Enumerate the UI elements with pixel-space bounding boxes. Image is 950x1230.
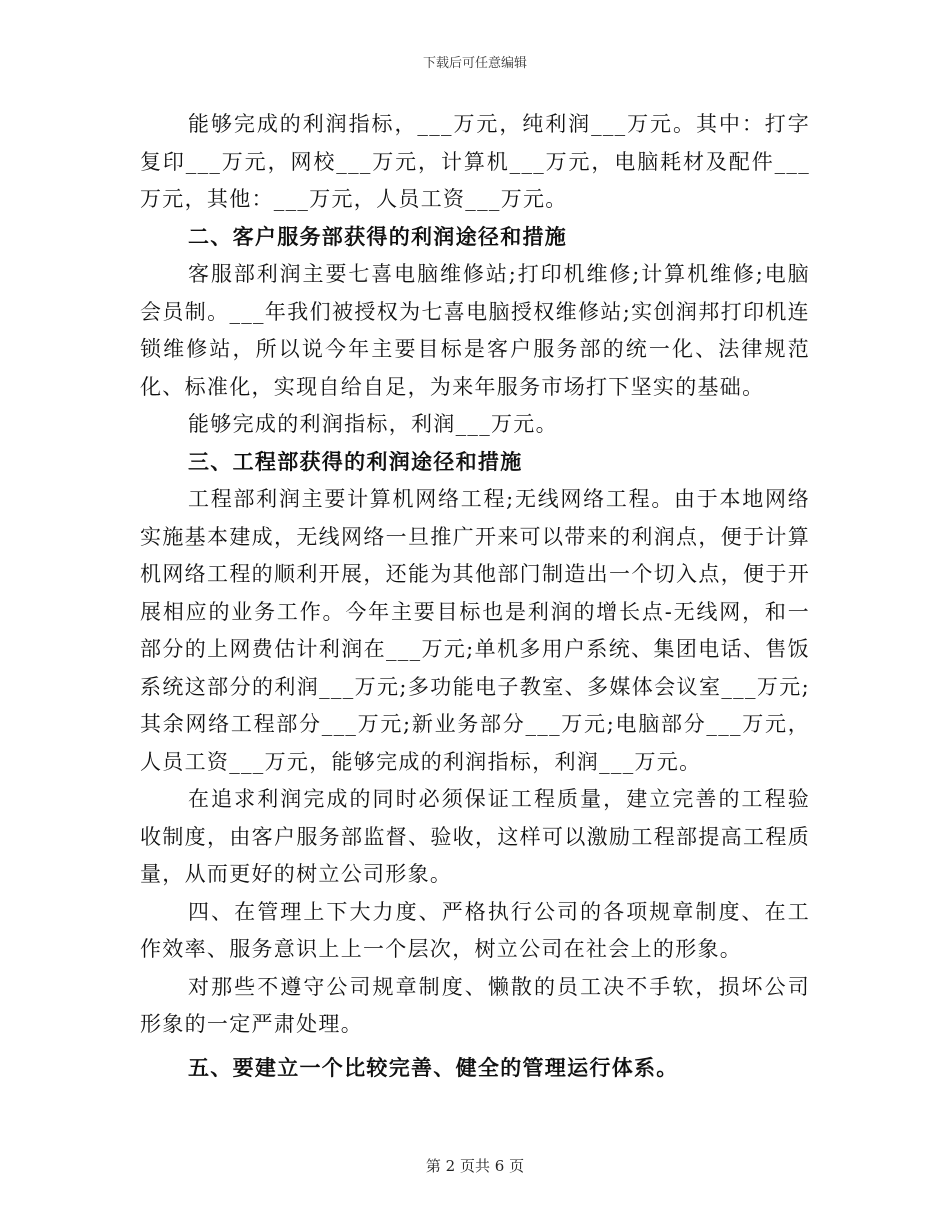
heading-customer-service: 二、客户服务部获得的利润途径和措施	[188, 224, 568, 249]
paragraph-profit-targets: 能够完成的利润指标，___万元，纯利润___万元。其中：打字复印___万元，网校___万元，计算机___万元，电脑耗材及配件___万元，其他：___万元，人员工资___万元。	[140, 112, 810, 211]
paragraph-quality: 在追求利润完成的同时必须保证工程质量，建立完善的工程验收制度，由客户服务部监督、验收，这样可以激励工程部提高工程质量，从而更好的树立公司形象。	[140, 787, 810, 886]
heading-management-system: 五、要建立一个比较完善、健全的管理运行体系。	[188, 1055, 679, 1080]
paragraph-customer-service-target: 能够完成的利润指标，利润___万元。	[188, 412, 558, 436]
heading-engineering: 三、工程部获得的利润途径和措施	[188, 449, 523, 474]
paragraph-customer-service: 客服部利润主要七喜电脑维修站;打印机维修;计算机维修;电脑会员制。___年我们被授权为七喜电脑授权维修站;实创润邦打印机连锁维修站，所以说今年主要目标是客户服务部的统一化、法律规范化、标准化，实现自给自足，为来年服务市场打下坚实的基础。	[140, 262, 810, 399]
page-header: 下载后可任意编辑	[422, 56, 527, 71]
paragraph-management: 四、在管理上下大力度、严格执行公司的各项规章制度、在工作效率、服务意识上上一个层次，树立公司在社会上的形象。	[140, 899, 810, 961]
paragraph-engineering: 工程部利润主要计算机网络工程;无线网络工程。由于本地网络实施基本建成，无线网络一旦推广开来可以带来的利润点，便于计算机网络工程的顺利开展，还能为其他部门制造出一个切入点，便于开展相应的业务工作。今年主要目标也是利润的增长点-无线网，和一部分的上网费估计利润在___万元;单机多用户系统、集团电话、售饭系统这部分的利润___万元;多功能电子教室、多媒体会议室___万元;其余网络工程部分___万元;新业务部分___万元;电脑部分___万元，人员工资___万元，能够完成的利润指标，利润___万元。	[140, 487, 810, 774]
paragraph-discipline: 对那些不遵守公司规章制度、懒散的员工决不手软，损坏公司形象的一定严肃处理。	[140, 974, 810, 1036]
document-body	[140, 106, 810, 1087]
page-footer: 第 2 页共 6 页	[425, 1157, 525, 1175]
